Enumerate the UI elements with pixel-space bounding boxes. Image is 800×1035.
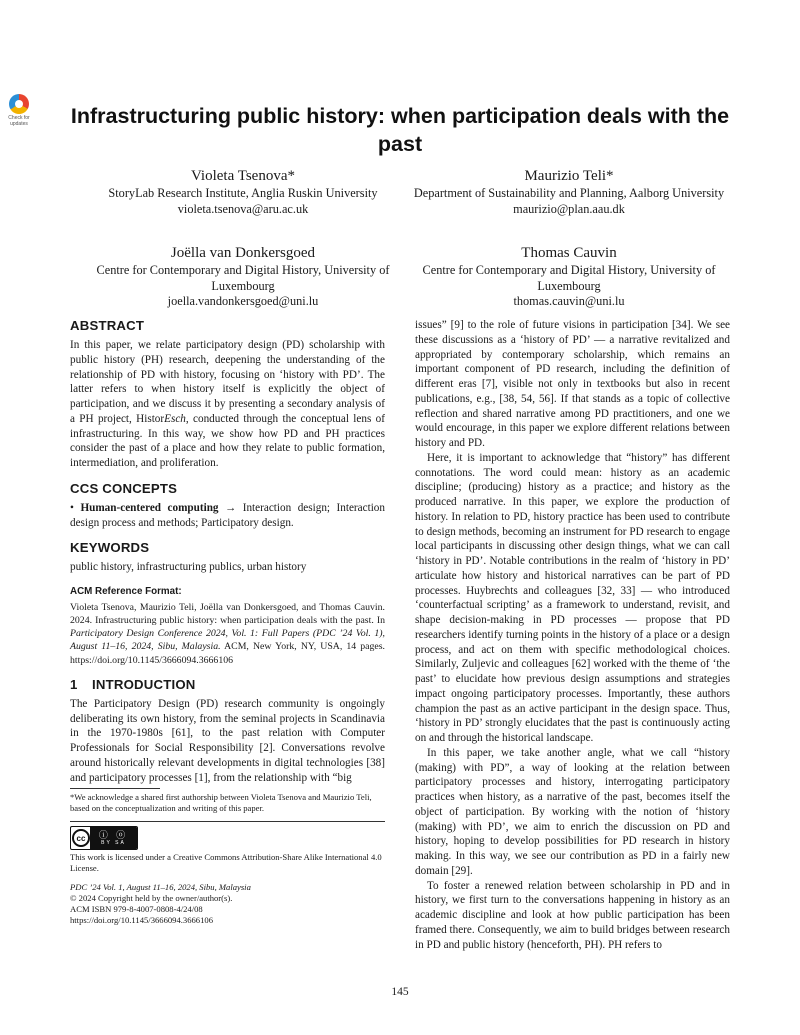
acm-reference-part: Violeta Tsenova, Maurizio Teli, Joëlla van Donkersgoed, and Thomas Cauvin. 2024. Infrastructuring public history: when participation deals with the past. In <box>70 601 385 626</box>
license-text: This work is licensed under a Creative Commons Attribution-Share Alike International 4.0 License. <box>70 852 382 873</box>
ccs-detail: → Interaction design; Interaction design process and methods; Participatory design. <box>70 501 385 529</box>
paragraph: To foster a renewed relation between scholarship in PD and in history, we first turn to the conversations happening in history as an academic discipline and look at how public participation has been framed there. Consequently, we aim to build bridges between research in PD and public history (henceforth, PH). PH refers to <box>415 879 730 951</box>
cc-by-sa-panel <box>90 827 137 849</box>
author-email: joella.vandonkersgoed@uni.lu <box>167 294 319 309</box>
ccs-concept: Human-centered computing <box>80 501 219 514</box>
license-rule <box>70 821 385 822</box>
paragraph: Here, it is important to acknowledge that “history” has different connotations. The word could mean: history as an academic discipline; (producing) history as a practice; and history as the produced narrative. In this paper, we explore the production of history. In relation to PD, history practice has been used to contribute to design methods, becoming an instrument for PD research to engage local participants in discussing other design things, what we can call ‘history in PD’. Notable contributions in the realm of ‘history in PD’ articulate how history and historical narratives can be part of PD processes. Huybrechts and colleagues [32, 33] — who introduced ‘counterfactual scripting’ as a framework to understand, revisit, and shape decision-making in PD processes — propose that PD researchers identify turning points in the history of a place or a design process, and act on them with specific methodological choices. Similarly, Zuljevic and colleagues [62] worked with the theme of ‘the past’ to elucidate how previous design assumptions and strategies impact ongoing participatory processes. Importantly, these authors champion the past as an active participant in the design space. Thus, ‘history in PD’ strongly elucidates that the past is continuously acting on and through the historical landscape. <box>415 451 730 744</box>
section-title: INTRODUCTION <box>92 676 196 692</box>
doi-link[interactable]: https://doi.org/10.1145/3666094.3666106 <box>70 915 213 925</box>
abstract-heading: ABSTRACT <box>70 318 145 333</box>
check-for-updates-badge[interactable] <box>2 94 36 128</box>
author-block <box>80 244 406 310</box>
acm-reference-section <box>70 585 385 667</box>
acm-reference-part: ACM, New York, NY, USA, 14 pages. https://doi.org/10.1145/3666094.3666106 <box>70 641 386 666</box>
conference-venue: PDC ’24 Vol. 1, August 11–16, 2024, Sibu, Malaysia <box>70 882 251 892</box>
right-column <box>415 318 730 952</box>
author-name: Violeta Tsenova* <box>191 168 295 184</box>
introduction-text: The Participatory Design (PD) research community is ongoingly deliberating its own history, from the seminal projects in Scandinavia in the 1970-1980s [61], to the past relation with Computer Professionals for Social Responsibility [2]. Conversations revolve around historically relevant developments in digital technologies [38] and participatory processes [1], from the relationship with “big <box>70 697 385 784</box>
ccs-section <box>70 481 385 531</box>
author-name: Thomas Cauvin <box>521 245 617 261</box>
footnote: *We acknowledge a shared first authorship between Violeta Tsenova and Maurizio Teli, based on the conceptualization and writing of this paper. <box>70 792 372 813</box>
acm-reference-heading: ACM Reference Format: <box>70 586 182 597</box>
author-email: violeta.tsenova@aru.ac.uk <box>177 201 309 216</box>
author-block <box>406 244 732 310</box>
acm-reference-text <box>70 601 385 667</box>
author-affiliation: StoryLab Research Institute, Anglia Ruskin University <box>108 186 378 200</box>
paper-title: Infrastructuring public history: when participation deals with the past <box>70 104 730 156</box>
abstract-text-part: , conducted through the conceptual lens of infrastructuring. In this way, we show how PD and PH practices consider the past of a place and how they relate to public formation, intermediation, and proliferation. <box>70 412 385 469</box>
author-email: maurizio@plan.aau.dk <box>513 201 625 216</box>
author-name: Joëlla van Donkersgoed <box>170 245 316 261</box>
crossmark-icon <box>9 94 29 114</box>
author-affiliation: Centre for Contemporary and Digital History, University of Luxembourg <box>422 263 716 293</box>
author-email: thomas.cauvin@uni.lu <box>513 294 625 309</box>
abstract-text-part: In this paper, we relate participatory design (PD) scholarship with public history (PH) research, deepening the understanding of the relationship of PD with history, focusing on ‘history with PD’. The latter refers to when history itself is explicitly the object of participation, and we discuss it by presenting a secondary analysis of a PH project, Histor <box>70 339 385 425</box>
keywords-text: public history, infrastructuring publics, urban history <box>70 561 307 574</box>
ccs-bullet: • <box>70 501 81 514</box>
section-number: 1 <box>70 676 78 692</box>
ccs-text <box>70 501 385 531</box>
creative-commons-icon: cc <box>72 829 90 847</box>
keywords-heading: KEYWORDS <box>70 540 150 556</box>
author-block <box>80 167 406 217</box>
cc-by-sa-icon[interactable] <box>70 826 138 850</box>
page-number: 145 <box>391 986 409 998</box>
abstract-emphasis: Esch <box>164 412 186 425</box>
paragraph: In this paper, we take another angle, what we call “history (making) with PD”, a way of looking at the relation between participatory processes and history, interrogating participatory practices when history, as a narrative of the past, becomes itself the object of participation. By working with the notion of ‘history (making) with PD’, we aim to enrich the discussion on PD and history, hoping to develop possibilities for PD research in history making. In this way, we see our contribution as PD in a fairly new domain [29]. <box>415 746 730 877</box>
introduction-heading <box>70 677 385 693</box>
author-block <box>406 167 732 217</box>
cc-attribution-icons: ⓘ ⓞ <box>98 829 129 840</box>
abstract-text <box>70 338 385 471</box>
author-affiliation: Centre for Contemporary and Digital History, University of Luxembourg <box>96 263 390 293</box>
cc-license-label: BY SA <box>101 839 126 846</box>
acm-reference-venue: Participatory Design Conference 2024, Vol. 1: Full Papers (PDC ’24 Vol. 1), August 11–16, 2024, Sibu, Malaysia. <box>70 628 385 653</box>
check-for-updates-label: Check for updates <box>8 115 30 127</box>
keywords-section <box>70 540 385 575</box>
abstract-section <box>70 318 385 471</box>
isbn: ACM ISBN 979-8-4007-0808-4/24/08 <box>70 904 203 914</box>
paragraph: issues” [9] to the role of future visions in participation [34]. We see these discussions as a ‘history of PD’ — a narrative revitalized and appropriated by contemporary scholarship, which remains an important component of PD research, including the definition of different eras [7], visible not only in textbooks but also in recent publications, e.g., [38, 54, 56]. If that stands as a topic of collective reflection and shared narrative among PD practitioners, and one we would encourage, in this paper we explore different relations between history and PD. <box>415 319 730 449</box>
copyright: © 2024 Copyright held by the owner/author(s). <box>70 893 233 903</box>
conference-info <box>70 882 385 926</box>
author-affiliation: Department of Sustainability and Planning, Aalborg University <box>413 186 725 200</box>
footnote-rule <box>70 788 160 789</box>
ccs-heading: CCS CONCEPTS <box>70 480 178 496</box>
left-column <box>70 318 385 795</box>
introduction-section <box>70 677 385 786</box>
author-name: Maurizio Teli* <box>524 168 614 184</box>
